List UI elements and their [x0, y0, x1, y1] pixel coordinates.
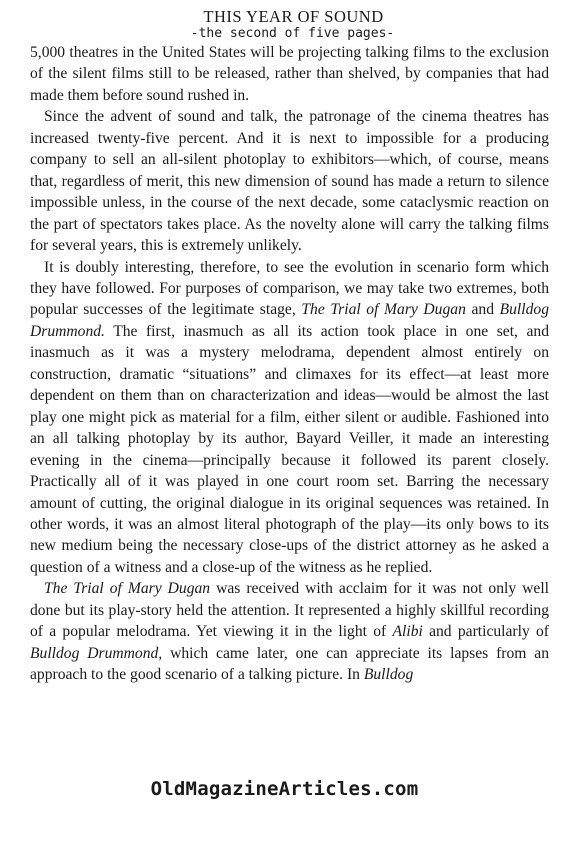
- italic-title-text: Bulldog Drummond,: [30, 644, 163, 662]
- article-body: [30, 42, 549, 686]
- article-paragraph: [30, 42, 549, 106]
- site-watermark: OldMagazineArticles.com: [150, 778, 419, 800]
- paragraph-text: and particularly of: [422, 623, 549, 641]
- paragraph-text: was received with acclaim for it was not only well done but its play-story held the attention. It represented a highly skillful recording of a popular melodrama. Yet viewing it in the light of: [30, 580, 549, 641]
- italic-title-text: The Trial of Mary Dugan: [44, 580, 211, 598]
- italic-title-text: The Trial of Mary Dugan: [301, 301, 466, 319]
- paragraph-text: 5,000 theatres in the United States will be projecting talking films to the exclusion of the silent films still to be released, rather than shelved, by companies that had made them before sound rushed in.: [30, 44, 549, 104]
- page-indicator: -the second of five pages-: [190, 26, 395, 41]
- italic-title-text: Alibi: [392, 623, 423, 641]
- paragraph-text: It is doubly interesting, therefore, to see the evolution in scenario form which they have followed. For purposes of comparison, we may take two extremes, both popular successes of the legitimate stage,: [30, 258, 549, 319]
- paragraph-text: Since the advent of sound and talk, the patronage of the cinema theatres has increased twenty-five percent. And it is next to impossible for a producing company to sell an all-silent photoplay to exhibitors—which, of course, means that, regardless of merit, this new dimension of sound has made a return to silence impossible unless, in the course of the next decade, some cataclysmic reaction on the part of spectators takes place. As the novelty alone will carry the talking films for several years, this is extremely unlikely.: [30, 108, 549, 255]
- paragraph-text: which came later, one can appreciate its lapses from an approach to the good scenario of a talking picture. In: [30, 644, 550, 684]
- italic-title-text: Bulldog Drummond.: [30, 301, 549, 340]
- paragraph-text: The first, inasmuch as all its action took place in one set, and inasmuch as it was a mystery melodrama, dependent almost entirely on construction, dramatic “situations” and climaxes for its effect—at least more dependent on them than on characterization and ideas—would be almost the last play one might pick as material for a film, either silent or audible. Fashioned into an all talking photoplay by its author, Bayard Veiller, it made an interesting evening in the cinema—principally because it followed its parent closely. Practically all of it was played in one court room set. Barring the necessary amount of cutting, the original dialogue in its original sequences was retained. In other words, it was an almost literal photograph of the play—its only bows to its new medium being the necessary close-ups of the district attorney as he asked a question of a witness and a close-up of the witness as he replied.: [30, 322, 549, 576]
- article-paragraph: [30, 578, 549, 685]
- paragraph-text: and: [465, 301, 500, 319]
- italic-title-text: Bulldog: [363, 666, 414, 684]
- article-paragraph: [30, 106, 549, 256]
- article-title: THIS YEAR OF SOUND: [203, 7, 384, 26]
- article-paragraph: [30, 257, 549, 579]
